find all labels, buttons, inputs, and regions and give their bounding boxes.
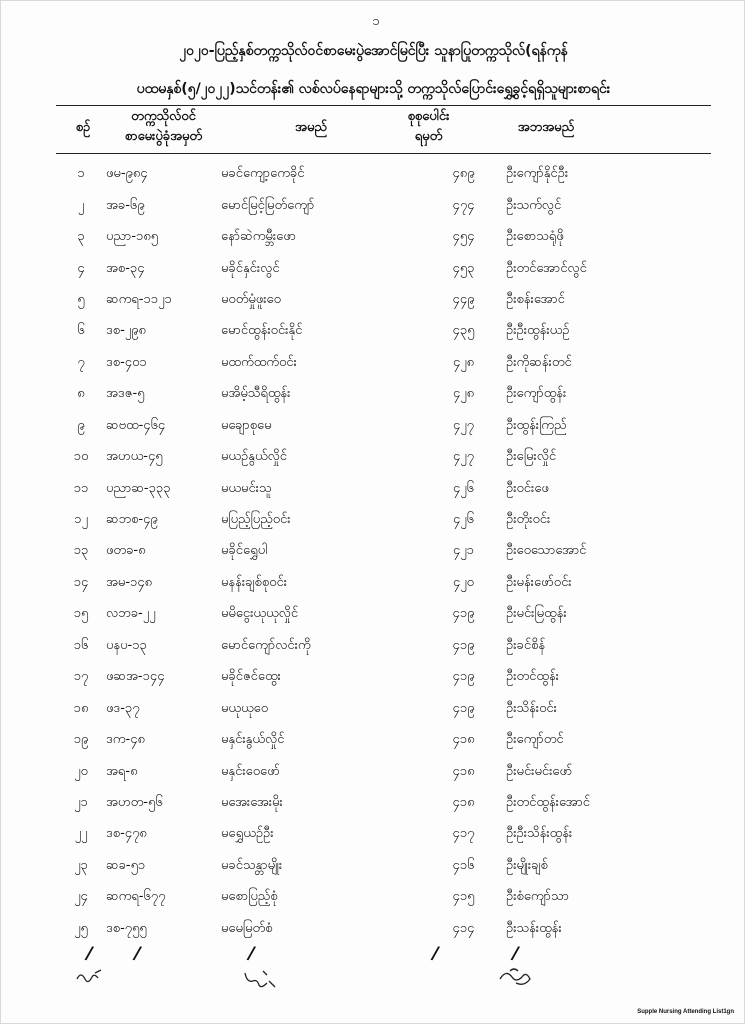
table-row [56, 536, 711, 567]
row-number: ၁၈ [73, 700, 89, 716]
exam-code: ဆဘစ-၄၉ [106, 512, 158, 528]
total-score: ၄၂၁ [452, 543, 474, 559]
student-list-table [56, 159, 711, 945]
exam-code: ဖဒ-၃၇ [106, 700, 140, 716]
student-name: မယဉ်နွယ်လှိုင် [221, 449, 287, 465]
row-number: ၂၅ [74, 920, 88, 936]
exam-code: ဖတခ-၈ [106, 543, 146, 559]
exam-code: ဒက-၄၈ [106, 732, 145, 748]
exam-code: ဆကရ-၁၁၂၁ [106, 291, 172, 307]
total-score: ၄၁၈ [452, 794, 475, 810]
total-score: ၄၁၇ [452, 826, 475, 842]
father-name: ဦးမင်းမြထွန်း [506, 606, 567, 622]
initials-signature-left [73, 963, 113, 987]
row-number: ၂၃ [74, 857, 88, 873]
father-name: ဦးသက်လွင် [506, 197, 562, 213]
column-header-score-line2: ရမှတ် [414, 129, 443, 144]
student-name: မမေမြတ်စံ [221, 920, 273, 936]
total-score: ၄၁၈ [452, 763, 475, 779]
total-score: ၄၁၉ [452, 700, 475, 716]
table-row [56, 631, 711, 662]
total-score: ၄၂၇ [452, 449, 474, 465]
exam-code: ဖဆအ-၁၄၄ [106, 669, 165, 685]
student-name: မနှင်းနွယ်လှိုင် [221, 732, 285, 748]
table-row [56, 819, 711, 850]
row-number: ၁၇ [73, 669, 89, 685]
exam-code: ဆဗထ-၄၆၄ [106, 417, 166, 433]
student-name: နော်ဆဲကမ္ဘီးဖော [221, 229, 296, 245]
ditto-mark: / [245, 942, 257, 965]
student-name: မအိမ့်သီရိထွန်း [221, 386, 291, 402]
total-score: ၄၂၆ [452, 512, 474, 528]
student-name: မယမင်းသူ [221, 480, 272, 496]
table-row [56, 442, 711, 473]
column-header-exam-code [106, 107, 221, 147]
table-row [56, 411, 711, 442]
table-row [56, 568, 711, 599]
table-row [56, 914, 711, 945]
student-name: မဝတ်မှုံဖူးဝေ [221, 291, 281, 307]
father-name: ဦးတိုးဝင်း [506, 512, 551, 528]
exam-code: ဆကရ-၆၇၇ [106, 889, 166, 905]
exam-code: အရ-၈ [106, 763, 138, 779]
father-name: ဦးမန်းဖော်ဝင်း [506, 574, 572, 590]
row-number: ၁၆ [73, 637, 89, 653]
table-row [56, 756, 711, 787]
student-name: မနှင်းဝေဖော် [221, 763, 280, 779]
exam-code: ပညာ-၁၈၅ [106, 229, 159, 245]
exam-code: ဒစ-၂၉၈ [106, 323, 146, 339]
column-header-score [386, 107, 471, 147]
total-score: ၄၁၉ [452, 606, 475, 622]
total-score: ၄၅၄ [452, 229, 475, 245]
father-name: ဦးတင်ထွန်းအောင် [506, 794, 591, 810]
father-name: ဦးကျော်ထွန်း [506, 386, 567, 402]
student-list-body [56, 159, 711, 945]
exam-code: ဒစ-၇၅၅ [106, 920, 147, 936]
student-name: မအေးအေးမိုး [221, 794, 283, 810]
total-score: ၄၂၈ [452, 354, 475, 370]
student-name: မယုယုဝေ [221, 700, 269, 716]
father-name: ဦးထွန်းကြည် [506, 417, 567, 433]
student-name: မစောပြည့်စုံ [221, 889, 278, 905]
table-row [56, 379, 711, 410]
student-name: မထက်ထက်ဝင်း [221, 354, 297, 370]
column-header-exam-code-line2: စာမေးပွဲခုံအမှတ် [124, 129, 203, 144]
row-number: ၁၀ [73, 449, 89, 465]
student-name: မရွှေယဉ်ဦး [221, 826, 274, 842]
row-number: ၁၅ [73, 606, 89, 622]
header-rule-bottom [56, 153, 711, 154]
student-name: မောင်မြင့်မြတ်ကျော် [221, 197, 315, 213]
total-score: ၄၂၀ [452, 574, 474, 590]
document-subtitle: ပထမနှစ်(၅/၂၀၂၂)သင်တန်း၏ လစ်လပ်နေရာများသို့ တက္ကသိုလ်ပြောင်းရွှေ့ခွင့်ရရှိသူများစာရင်း [136, 81, 611, 97]
exam-code: ပညာဆ-၃၃၃ [106, 480, 171, 496]
row-number: ၇ [77, 354, 85, 370]
total-score: ၄၇၄ [452, 197, 475, 213]
exam-code: လဘခ-၂၂ [106, 606, 156, 622]
table-row [56, 851, 711, 882]
row-number: ၂ [77, 197, 85, 213]
exam-code: ဒစ-၄၀၁ [106, 354, 147, 370]
exam-code: အခ-၆၉ [106, 197, 145, 213]
row-number: ၁၉ [73, 732, 89, 748]
column-header-score-line1: စုစုပေါင်း [407, 109, 450, 124]
total-score: ၄၁၆ [452, 857, 475, 873]
initials-signature-right [496, 965, 536, 989]
student-name: မခိုင်ရွှေပါ [221, 543, 268, 559]
student-name: မခင်ကျော့ကေခိုင် [221, 166, 305, 182]
father-name: ဦးမင်းမင်းဖော် [506, 763, 573, 779]
footnote-text: Supple Nursing Attending List1gn [637, 1009, 734, 1015]
student-name: မခိုင်ဇင်ထွေး [221, 669, 281, 685]
exam-code: အဟတ-၅၆ [106, 794, 163, 810]
table-row [56, 662, 711, 693]
table-row [56, 159, 711, 190]
ditto-mark: / [131, 942, 143, 965]
table-row [56, 190, 711, 221]
father-name: ဦးဦးသိန်းထွန်း [506, 826, 573, 842]
ditto-marks-row [56, 943, 711, 965]
row-number: ၂၀ [74, 763, 88, 779]
total-score: ၄၂၆ [452, 480, 474, 496]
row-number: ၂၄ [74, 889, 88, 905]
father-name: ဦးဝေသောအောင် [506, 543, 587, 559]
student-name: မနန်းချစ်စုဝင်း [221, 574, 287, 590]
row-number: ၅ [77, 291, 85, 307]
exam-code: ပနပ-၁၃ [106, 637, 147, 653]
table-row [56, 348, 711, 379]
father-name: ဦးတင်ထွန်း [506, 669, 559, 685]
student-name: မချောစုမေ [221, 417, 272, 433]
row-number: ၃ [77, 229, 85, 245]
father-name: ဦးဦးထွန်းယဉ် [506, 323, 570, 339]
father-name: ဦးစံကျော်သာ [506, 889, 569, 905]
father-name: ဦးကိုဆန်းတင် [506, 354, 572, 370]
total-score: ၄၄၉ [452, 291, 475, 307]
ditto-mark: / [429, 942, 441, 965]
exam-code: ဒစ-၄၇၈ [106, 826, 147, 842]
student-name: မခင်သန္တာမျိုး [221, 857, 283, 873]
row-number: ၁၂ [74, 512, 88, 528]
table-row [56, 316, 711, 347]
row-number: ၁၄ [73, 574, 89, 590]
table-row [56, 788, 711, 819]
total-score: ၄၅၃ [452, 260, 475, 276]
father-name: ဦးကျော်တင် [506, 732, 564, 748]
row-number: ၂၁ [74, 794, 88, 810]
table-row [56, 473, 711, 504]
row-number: ၆ [77, 323, 85, 339]
father-name: ဦးခင်စိန် [506, 637, 546, 653]
table-row [56, 725, 711, 756]
student-name: မောင်ကျော်လင်းကို [221, 637, 311, 653]
table-row [56, 599, 711, 630]
column-header-name: အမည် [295, 120, 327, 135]
row-number: ၈ [77, 386, 85, 402]
row-number: ၄ [77, 260, 85, 276]
father-name: ဦးတင်အောင်လွင် [506, 260, 587, 276]
table-row [56, 285, 711, 316]
student-name: မပြည့်ပြည့်ဝင်း [221, 512, 291, 528]
total-score: ၄၁၄ [452, 920, 475, 936]
table-row [56, 693, 711, 724]
column-header-no: စဉ် [75, 120, 91, 135]
column-header-exam-code-line1: တက္ကသိုလ်ဝင် [131, 109, 196, 124]
student-name: မမိငွေးယုယုလှိုင် [221, 606, 299, 622]
row-number: ၁၁ [73, 480, 89, 496]
total-score: ၄၁၉ [452, 669, 475, 685]
row-number: ၁၃ [73, 543, 89, 559]
father-name: ဦးကျော်နိုင်ဦး [506, 166, 569, 182]
header-rule-top [56, 105, 711, 106]
total-score: ၄၂၈ [452, 386, 475, 402]
father-name: ဦးသိန်းဝင်း [506, 700, 557, 716]
total-score: ၄၂၇ [452, 417, 474, 433]
row-number: ၉ [77, 417, 85, 433]
table-row [56, 222, 711, 253]
student-name: မခိုင်နှင်းလွင် [221, 260, 280, 276]
exam-code: ဖမ-၉၈၄ [106, 166, 148, 182]
initials-signature-middle [239, 967, 279, 991]
page-number: ၁ [372, 14, 380, 29]
ditto-mark: / [83, 942, 95, 965]
document-title: ၂၀၂၀-ပြည့်နှစ်တက္ကသိုလ်ဝင်စာမေးပွဲအောင်မြင်ပြီး သူနာပြုတက္ကသိုလ်(ရန်ကုန် [179, 43, 568, 59]
exam-code: အဒဇ-၅ [106, 386, 145, 402]
table-row [56, 253, 711, 284]
total-score: ၄၁၅ [452, 889, 475, 905]
father-name: ဦးမြေးလှိုင် [506, 449, 557, 465]
total-score: ၄၈၉ [452, 166, 475, 182]
exam-code: အဟယ-၄၅ [106, 449, 163, 465]
father-name: ဦးဝင်းဖေ [506, 480, 549, 496]
father-name: ဦးသန်းထွန်း [506, 920, 562, 936]
exam-code: အစ-၃၄ [106, 260, 145, 276]
ditto-mark: / [509, 942, 521, 965]
father-name: ဦးမျိုးချစ် [506, 857, 548, 873]
column-header-father-name: အဘအမည် [517, 120, 575, 135]
exam-code: အမ-၁၄၈ [106, 574, 153, 590]
exam-code: ဆခ-၅၁ [106, 857, 146, 873]
father-name: ဦးစောသရုံဖို [506, 229, 564, 245]
row-number: ၁ [77, 166, 85, 182]
total-score: ၄၁၉ [452, 637, 475, 653]
table-row [56, 882, 711, 913]
row-number: ၂၂ [74, 826, 88, 842]
student-name: မောင်ထွန်းဝင်းနိုင် [221, 323, 303, 339]
table-row [56, 505, 711, 536]
father-name: ဦးစန်းအောင် [506, 291, 565, 307]
total-score: ၄၃၅ [452, 323, 475, 339]
total-score: ၄၁၈ [452, 732, 475, 748]
